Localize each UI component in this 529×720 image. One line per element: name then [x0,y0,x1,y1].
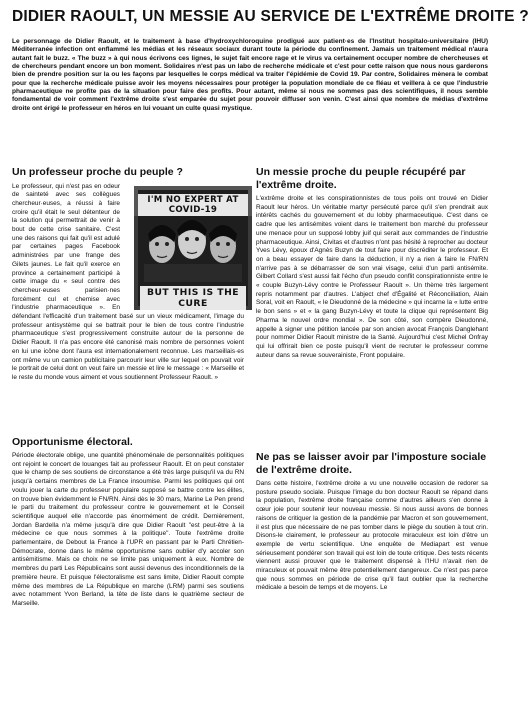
left-heading-2: Opportunisme électoral. [12,435,133,448]
intro-text: Le personnage de Didier Raoult, et le traitement à base d'hydroxychloroquine prodigué aux patient·es de l'Institut hospitalo-universitaire (IHU) Méditerranée infection ont enflammé les médias et les réseaux sociaux durant toute la période du confinement. Jamais un traitement médical n'aura autant fait le buzz. « The buzz » à qui nous écrivons ces lignes, le sujet fait encore rage et le virus va certainement occuper nombre de chercheuses et de chercheurs pendant encore un bon moment. Solidaires n'est pas un labo de recherche médicale et c'est pour cette raison que nous nous garderons bien de prendre position sur la ou les façons par lesquelles le corps médical va traiter l'épidémie de Covid 19. Par contre, Solidaires mènera le combat pour que la recherche médicale puisse avoir les moyens nécessaires pour protéger la population mondiale de ce fléau et veillera à ce que l'industrie pharmaceutique ne profite pas de la situation pour faire des profits. Pour autant, même si nous ne sommes pas des scientifiques, il nous semble fondamental de voir comment l'extrême droite s'est emparée du sujet pour pouvoir diffuser son venin. C'est ainsi que nombre de médias d'extrême droite ont érigé le professeur en héros en lui vouant un culte quasi mystique. [12,38,488,112]
sign-top-text: I'M NO EXPERT AT COVID-19 [138,194,248,216]
left-text-2: Période électorale oblige, une quantité phénoménale de personnalités politiques ont rejoint le concert de louanges fait au professeur Raoult. Et on peut constater que le champ de ses soutiens de circonstance a été très large puisqu'il va du RN jusqu'à certains membres de La France insoumise. Parmi les politiques qui ont voulu jouer la carte du professeur populaire supposé se battre contre les élites, on trouve bien évidemment le FN/RN. Ainsi dès le 30 mars, Marine Le Pen prend le parti du traitement du professeur contre le gouvernement et le Conseil scientifique auquel elle n'accorde pas énormément de crédit. Dernièrement, Jordan Bardella n'a même jusqu'à dire que Didier Raoult "est peut-être à la médecine ce que nous sommes à la politique". Toute l'extrême droite parlementaire, de Debout la France à l'UPR en passant par le Parti Chrétien-Démocrate, donne dans le même opportunisme sans oublier d'y accoler son antisémitisme. Mais ce choix ne se limite pas uniquement à eux. Nombre de membres du parti Les Républicains sont aussi devenus des inconditionnels de la première heure. Et puisque l'électoralisme est sans limite, Didier Raoult compte même des membres de La République en marche (LRM) parmi ses soutiens avec notamment Yvon Berland, la tête de liste dans le quatrième secteur de Marseille. [12,452,244,607]
right-heading-2: Ne pas se laisser avoir par l'imposture sociale de l'extrême droite. [256,451,487,476]
right-heading-1: Un messie proche du peuple récupéré par l'extrême droite. [256,166,466,191]
intro-paragraph [12,38,488,166]
sign-bottom-text: BUT THIS IS THE CURE [140,286,246,310]
right-text-1: L'extrême droite et les conspirationnistes de tous poils ont trouvé en Didier Raoult leur héros. Un véritable martyr persécuté parce qu'il s'en prendrait aux intérêts cachés du gouvernement et du lobby pharmaceutique. C'est dans ce cadre que les antisémites voient dans le traitement bon marché du professeur une menace pour un supposé lobby juif qui serait aux commandes de l'industrie pharmaceutique. Ainsi, Civitas et d'autres n'ont pas hésité à reprocher au docteur Yves Lévy, époux d'Agnès Buzyn de tout faire pour discréditer le professeur. Et on a beau essayer de faire dans la déduction, il n'y a rien à faire le FN/RN n'arrive pas à se débarrasser de son vrai visage, celui d'un parti antisémite. Gilbert Collard s'est aussi fait l'écho d'un pseudo conflit conspirationniste entre le « couple Buzyn-Lévy contre le Professeur Raoult ». Un thème très largement repris notamment par d'autres. L'abject chef d'Égalité et Réconciliation, Alain Soral, voit en Raoult, « le Dieudonné de la médecine » qui incarne la « lutte entre le bon sens » et « la gang Buzyn-Lévy et toute la clique qui représentent Big Pharma le nouvel ordre mondial ». De son côté, son compère Dieudonné, appelle à signer une pétition lancée par son ancien avocat François Danglehant pour nommer Didier Raoult ministre de la Santé. Aujourd'hui c'est Michel Onfray qui lui offrirait bien ce poste puisqu'il vient de recruter le professeur comme auteur dans sa revue souverainiste, Front populaire. [256,195,488,359]
right-column [256,166,488,700]
protest-sign-photo [134,186,252,310]
left-text-1: Le professeur, qui n'est pas en odeur de sainteté avec ses collègues chercheur·euses, a réussi à faire croire qu'il était le seul détenteur de la solution qui permettrait de venir à bout de cette crise sanitaire. C'est une des raisons qui fait qu'il est adulé par certaines pages Facebook administrées par une frange des Gilets jaunes. Le fait qu'il exerce en province a certainement participé à cette image du « seul contre des chercheur·euses parisien·nes forcément cul et chemise avec l'industrie pharmaceutique ». En défendant l'efficacité d'un traitement basé sur un vieux médicament, l'image du professeur antisystème qui se battrait pour le bien de tous contre l'industrie pharmaceutique s'est progressivement construite autour de la personne de Didier Raoult. Il n'a pas encore été canonisé mais nombre de personnes voient en lui une icône dont l'aura est internationalement reconnue. Les marseillais·es ont même vu un camion publicitaire parcourir leur ville sur lequel on pouvait voir le portrait de celui dont on veut faire un messie et lire le message : « Marseille et le reste du monde vous aiment et vous soutiennent Professeur Raoult. » [12,182,244,381]
right-text-2: Dans cette histoire, l'extrême droite a vu une nouvelle occasion de redorer sa posture pseudo sociale. Puisque l'image du bon docteur Raoult se répand dans la population, l'extrême droite française comme d'autres ailleurs s'en donne à cœur joie pour soutenir leur nouveau messie. Si nous aussi avons de bonnes raisons de critiquer la gestion de la pandémie par Macron et son gouvernement, il est plus que nécessaire de ne pas tomber dans le piège du soutien à tout crin. Disons-le clairement, le professeur au protocole miraculeux est loin d'être un exemple de vertu scientifique. Une enquête de Mediapart est venue sérieusement pondérer son travail qui est loin de toute critique. Des tests récents viennent aussi prouver que le traitement dispensé à l'IHU n'avait rien de miraculeux et pouvait même être potentiellement dangereux. Ce n'est pas parce que nous sommes en période de crise qu'il faut oublier que la recherche médicale a besoin de temps et de moyens. Le [256,480,488,592]
left-heading-1: Un professeur proche du peuple ? [12,166,183,178]
page-title: DIDIER RAOULT, UN MESSIE AU SERVICE DE L'EXTRÊME DROITE ? [12,8,529,25]
